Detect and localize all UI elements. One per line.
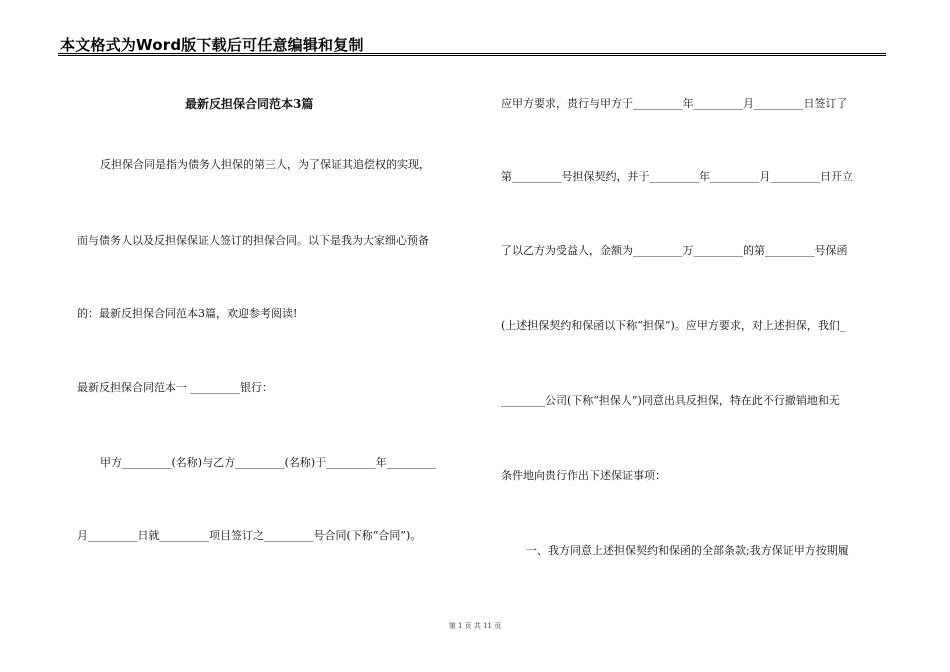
document-title: 最新反担保合同范本3篇 <box>185 97 314 111</box>
paragraph-line: 应甲方要求，贵行与甲方于_________年_________月_________日签订了 <box>501 97 848 110</box>
paragraph-line: 月_________日就_________项目签订之_________号合同(下称“合同”)。 <box>77 529 422 542</box>
paragraph-line: 而与债务人以及反担保保证人签订的担保合同。以下是我为大家细心预备 <box>77 234 429 247</box>
section-heading: 最新反担保合同范本一 _________银行： <box>77 381 273 394</box>
paragraph-line: 条件地向贵行作出下述保证事项： <box>501 469 666 482</box>
header-rule-top <box>58 53 886 54</box>
paragraph-line: ________公司(下称“担保人”)同意出具反担保，特在此不行撤销地和无 <box>501 394 840 407</box>
header-rule-bottom <box>58 55 886 56</box>
document-header: 本文格式为Word版下载后可任意编辑和复制 <box>60 36 364 54</box>
paragraph-line: 了以乙方为受益人，金额为_________万_________的第_________号保函 <box>501 244 848 257</box>
paragraph-line: 甲方_________(名称)与乙方_________(名称)于_________年_________ <box>100 456 437 469</box>
paragraph-line: 的：最新反担保合同范本3篇，欢迎参考阅读! <box>77 307 298 320</box>
paragraph-line: 一、我方同意上述担保契约和保函的全部条款;我方保证甲方按期履 <box>526 544 849 557</box>
paragraph-line: 第_________号担保契约，并于_________年_________月_________日开立 <box>501 170 853 183</box>
paragraph-line: (上述担保契约和保函以下称“担保”)。应甲方要求，对上述担保，我们_ <box>501 319 846 332</box>
paragraph-line: 反担保合同是指为债务人担保的第三人，为了保证其追偿权的实现， <box>100 158 430 171</box>
page-number: 第 1 页 共 11 页 <box>448 622 502 630</box>
